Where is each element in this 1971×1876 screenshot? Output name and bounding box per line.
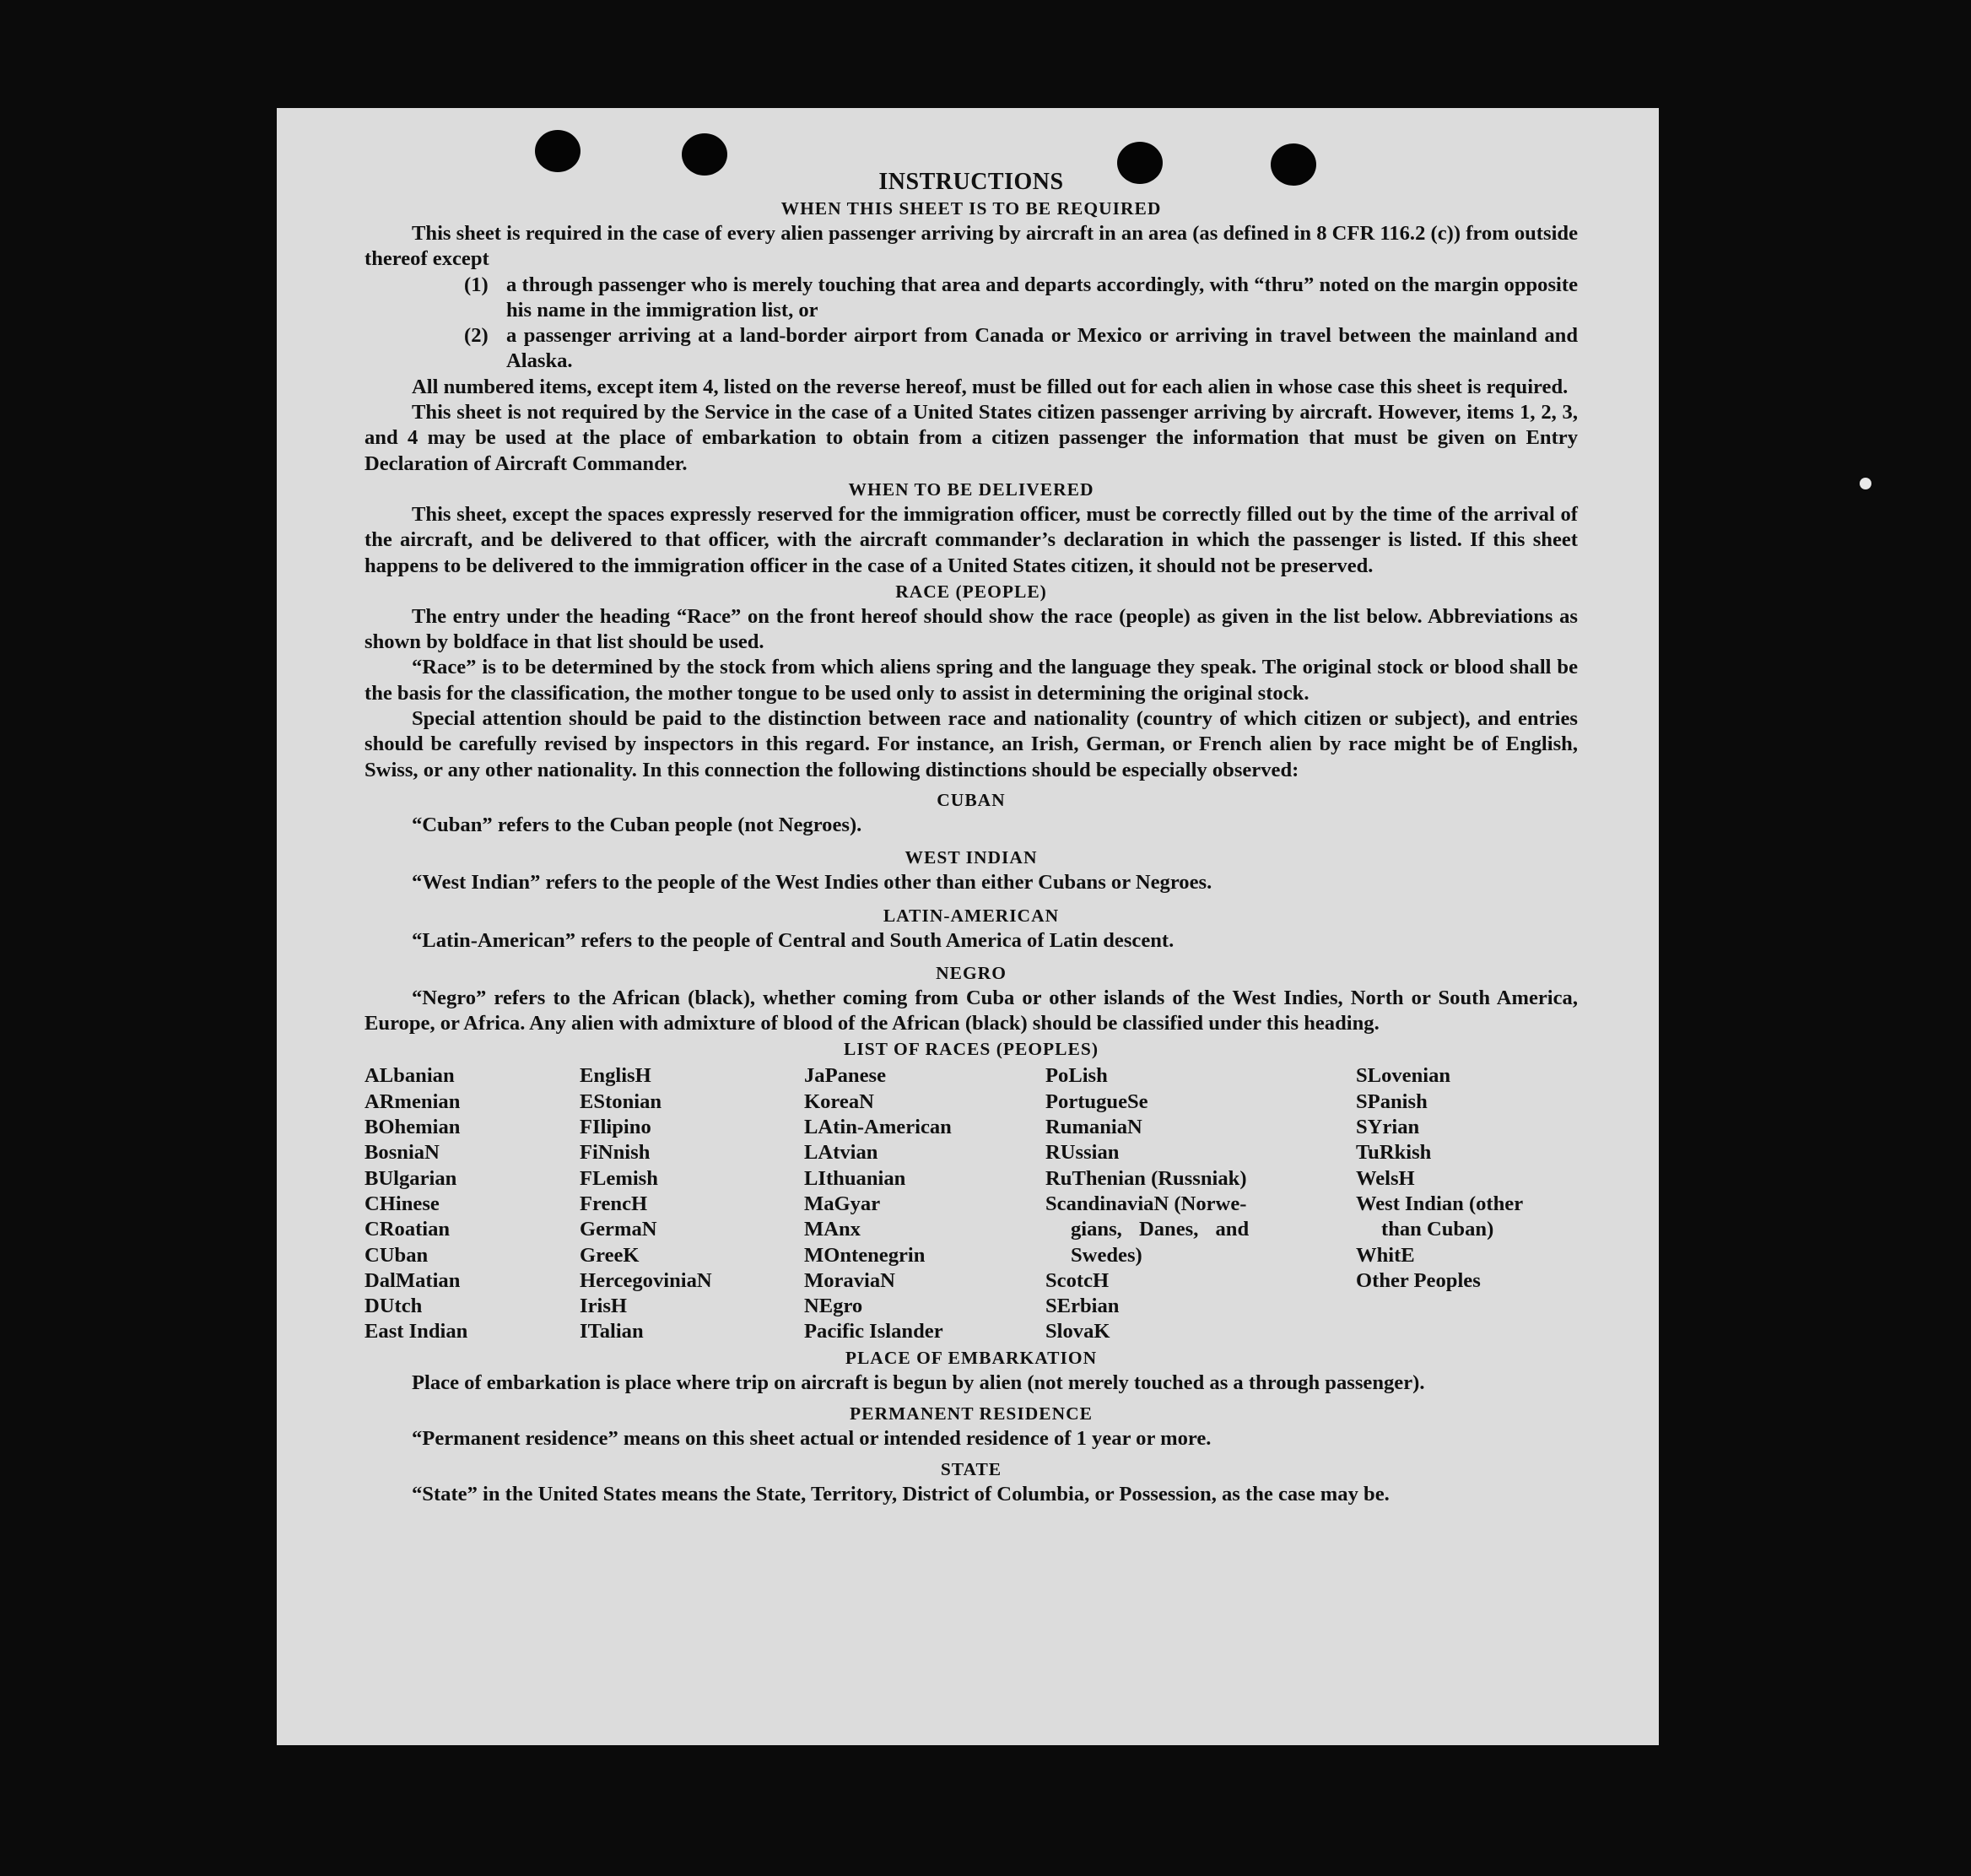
item-text: a through passenger who is merely touching that area and departs accordingly, with “thru” noted on the margin opposite his name in the immigration list, or (506, 273, 1578, 322)
section-heading: WHEN TO BE DELIVERED (848, 478, 1094, 500)
race-item: TuRkish (1356, 1141, 1432, 1165)
item-number: (1) (464, 273, 489, 296)
section-heading: STATE (940, 1459, 1002, 1480)
race-column (364, 1063, 580, 1344)
paragraph: “West Indian” refers to the people of the West Indies other than either Cubans or Negroes. (412, 871, 1212, 895)
race-item: LIthuanian (804, 1166, 906, 1190)
race-item: WhitE (1356, 1243, 1415, 1267)
race-item: IrisH (580, 1295, 628, 1318)
section-heading: NEGRO (936, 962, 1007, 983)
race-column (804, 1063, 1045, 1344)
race-item: DUtch (364, 1295, 423, 1318)
section-heading: PERMANENT RESIDENCE (850, 1403, 1093, 1424)
race-item: CHinese (364, 1192, 440, 1215)
paragraph: Special attention should be paid to the distinction between race and nationality (country of which citizen or subject), and entries should be carefully revised by inspectors in this regard. For instance, an Irish, German, or French alien by race might be of English, Swiss, or any other nationality. In this connection the following distinctions should be especially observed: (364, 707, 1578, 781)
race-item: WelsH (1356, 1166, 1415, 1190)
race-item: NEgro (804, 1295, 863, 1318)
paragraph: This sheet is not required by the Service in the case of a United States citizen passenger arriving by aircraft. However, items 1, 2, 3, and 4 may be used at the place of embarkation to obtain from a citizen passenger the information that must be given on Entry Declaration of Aircraft Commander. (364, 401, 1578, 475)
race-item: MoraviaN (804, 1268, 895, 1292)
race-item: DalMatian (364, 1268, 461, 1292)
race-item: ScotcH (1045, 1268, 1110, 1292)
race-item: West Indian (other (1356, 1192, 1524, 1215)
race-column (1356, 1063, 1578, 1344)
item-text: a passenger arriving at a land-border airport from Canada or Mexico or arriving in travel between the mainland and Alaska. (506, 324, 1578, 373)
race-item: gians, Danes, and (1071, 1218, 1250, 1241)
race-item: PoLish (1045, 1064, 1108, 1088)
race-item: GreeK (580, 1243, 640, 1267)
race-item: MOntenegrin (804, 1243, 926, 1267)
race-item: CRoatian (364, 1218, 451, 1241)
race-item: RuThenian (Russniak) (1045, 1166, 1247, 1190)
list-item (464, 323, 1578, 375)
race-item: MaGyar (804, 1192, 881, 1215)
race-item: SYrian (1356, 1116, 1420, 1139)
race-item: ARmenian (364, 1089, 461, 1113)
race-item: ScandinaviaN (Norwe- (1045, 1192, 1247, 1215)
paragraph: “Race” is to be determined by the stock from which aliens spring and the language they speak. The original stock or blood shall be the basis for the classification, the mother tongue to be used only to assist in determining the original stock. (364, 656, 1578, 705)
section-heading: WHEN THIS SHEET IS TO BE REQUIRED (780, 198, 1162, 219)
race-item: Swedes) (1071, 1243, 1142, 1267)
section-heading: PLACE OF EMBARKATION (845, 1347, 1098, 1368)
instructions-content (364, 169, 1578, 1508)
race-item: RUssian (1045, 1141, 1120, 1165)
paragraph: “Negro” refers to the African (black), whether coming from Cuba or other islands of the West Indies, North or South America, Europe, or Africa. Any alien with admixture of blood of the African (black) should be classified under this heading. (364, 986, 1578, 1035)
race-item: GermaN (580, 1218, 657, 1241)
race-item: ALbanian (364, 1064, 455, 1088)
race-item: than Cuban) (1381, 1218, 1494, 1241)
race-item: SErbian (1045, 1295, 1120, 1318)
paragraph: This sheet is required in the case of every alien passenger arriving by aircraft in an area (as defined in 8 CFR 116.2 (c)) from outside thereof except (364, 222, 1578, 271)
section-heading: CUBAN (937, 789, 1006, 810)
race-item: Other Peoples (1356, 1268, 1481, 1292)
race-item: BUlgarian (364, 1166, 457, 1190)
paragraph: “State” in the United States means the State, Territory, District of Columbia, or Possession, as the case may be. (412, 1483, 1390, 1506)
punch-hole (535, 130, 580, 172)
race-item: EStonian (580, 1089, 662, 1113)
race-item: LAtvian (804, 1141, 878, 1165)
race-item: Pacific Islander (804, 1320, 943, 1343)
race-column (580, 1063, 804, 1344)
race-item: BOhemian (364, 1116, 461, 1139)
race-item: SlovaK (1045, 1320, 1110, 1343)
document-sheet (277, 108, 1659, 1745)
race-item: HercegoviniaN (580, 1268, 712, 1292)
race-item: BosniaN (364, 1141, 440, 1165)
race-item: PortugueSe (1045, 1089, 1148, 1113)
section-heading: RACE (PEOPLE) (895, 581, 1047, 602)
paragraph: All numbered items, except item 4, listed on the reverse hereof, must be filled out for each alien in whose case this sheet is required. (412, 375, 1569, 398)
race-item: MAnx (804, 1218, 861, 1241)
race-item: East Indian (364, 1320, 468, 1343)
page-title: INSTRUCTIONS (878, 169, 1064, 195)
race-item: CUban (364, 1243, 429, 1267)
speck (1860, 478, 1871, 489)
section-heading: LATIN-AMERICAN (883, 905, 1060, 926)
race-item: FLemish (580, 1166, 658, 1190)
section-heading: WEST INDIAN (904, 847, 1038, 868)
race-item: KoreaN (804, 1089, 874, 1113)
paragraph: This sheet, except the spaces expressly reserved for the immigration officer, must be correctly filled out by the time of the arrival of the aircraft, and be delivered to that officer, with the aircraft commander’s declaration in which the passenger is listed. If this sheet happens to be delivered to the immigration officer in the case of a United States citizen, it should not be preserved. (364, 502, 1578, 577)
race-list (364, 1063, 1578, 1344)
race-item: JaPanese (804, 1064, 886, 1088)
race-column (1045, 1063, 1356, 1344)
race-item: SLovenian (1356, 1064, 1451, 1088)
section-heading: LIST OF RACES (PEOPLES) (844, 1039, 1099, 1060)
race-item: LAtin-American (804, 1116, 952, 1139)
race-item: ITalian (580, 1320, 644, 1343)
race-item: EnglisH (580, 1064, 651, 1088)
race-item: FIlipino (580, 1116, 651, 1139)
race-item: FrencH (580, 1192, 648, 1215)
item-number: (2) (464, 324, 489, 348)
paragraph: The entry under the heading “Race” on the front hereof should show the race (people) as given in the list below. Abbreviations as shown by boldface in that list should be used. (364, 604, 1578, 654)
paragraph: Place of embarkation is place where trip on aircraft is begun by alien (not merely touched as a through passenger). (412, 1371, 1425, 1394)
paragraph: “Latin-American” refers to the people of Central and South America of Latin descent. (412, 928, 1174, 952)
race-item: RumaniaN (1045, 1116, 1142, 1139)
paragraph: “Cuban” refers to the Cuban people (not Negroes). (412, 813, 862, 836)
list-item (464, 273, 1578, 324)
race-item: SPanish (1356, 1089, 1428, 1113)
race-item: FiNnish (580, 1141, 651, 1165)
paragraph: “Permanent residence” means on this sheet actual or intended residence of 1 year or more. (412, 1426, 1212, 1450)
